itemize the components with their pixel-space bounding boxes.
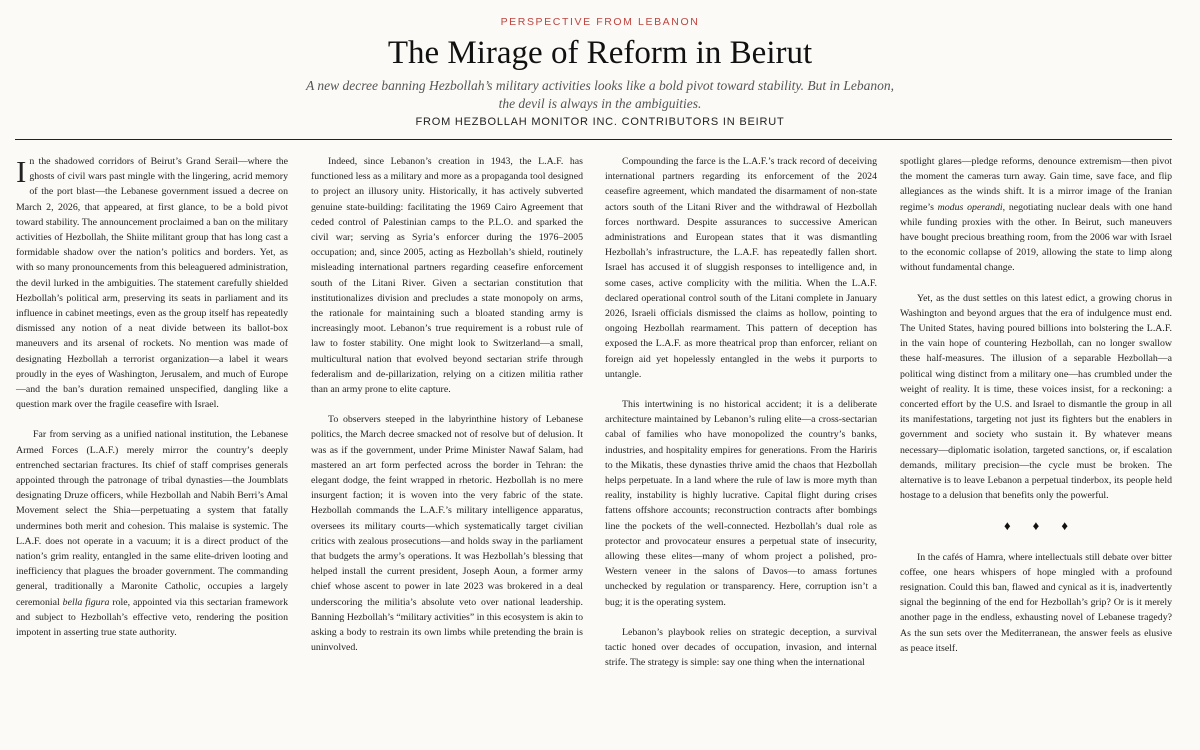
paragraph-3: Indeed, since Lebanon’s creation in 1943, the L.A.F. has functioned less as a military and more as a propaganda tool designed to project an illusory unity. Historically, it has actively subverted genuine state-building: facilitating the 1969 Cairo Agreement that ceded control of Palestinian camps to the P.L.O. and sparked the civil war; serving as Syria’s enforcer during the 1976–2005 occupation; and, since 2005, acting as Hezbollah’s shield, routinely misleading international partners regarding ceasefire enforcement south of the Litani River. Given a sectarian constitution that institutionalizes division and precludes a state monopoly on arms, the rationale for maintaining such a bloated standing army is increasingly moot. Lebanon’s true requirement is a robust rule of law to foster stability. One might look to Switzerland—a small, multicultural nation that evolved beyond sectarian strife through federalism and de-pillarization, relying on a citizen militia rather than an army prone to elite capture. — [311, 156, 583, 396]
section-kicker: PERSPECTIVE FROM LEBANON — [500, 16, 700, 28]
paragraph-9: In the cafés of Hamra, where intellectuals still debate over bitter coffee, one hears whispers of hope mingled with a profound resignation. Could this ban, flawed and cynical as it is, inadvertently signal the beginning of the end for Hezbollah’s grip? Or is it merely another page in the endless, exhausting novel of Lebanese tragedy? As the sun sets over the Mediterranean, the answer feels as elusive as peace itself. — [900, 551, 1172, 654]
paragraph-4: To observers steeped in the labyrinthine history of Lebanese politics, the March decree smacked not of resolve but of delusion. It was as if the government, under Prime Minister Nawaf Salam, had mastered an art form perfected across the border in Tehran: the elegant dodge, the feint wrapped in rhetoric. Hezbollah is no mere insurgent faction; it is woven into the very fabric of the state. Hezbollah commands the L.A.F.’s military intelligence apparatus, oversees its military courts—which systematically target civilian critics with zealous prosecutions—and holds sway in the parliament that budgets the army’s operations. It was Hezbollah’s blessing that helped install the current president, Joseph Aoun, a former army chief whose ascent to power in late 2023 was brokered in a deal underscoring the militia’s absolute veto over national leadership. Banning Hezbollah’s “military activities” in this ecosystem is akin to asking a body to restrain its own limbs while pretending the brain is uninvolved. — [311, 414, 584, 654]
paragraph-7-cont-text-a: spotlight glares—pledge reforms, denounce extremism—then pivot the moment the cameras turn away. Gain time, save face, and flip allegiances as the winds shift. It is a mirror image of the Iranian regime’s — [900, 156, 1172, 213]
paragraph-7-cont-text-b: , negotiating nuclear deals with one hand while funding proxies with the other. In Beirut, such maneuvers have bought precious breathing room, from the 2006 war with Israel to the economic collapse of 2019, allowing the state to limp along without fundamental change. — [900, 201, 1172, 274]
paragraph-1-text: n the shadowed corridors of Beirut’s Grand Serail—where the ghosts of civil wars past mingle with the lingering, acrid memory of the port blast—the Lebanese government issued a decree on March 2, 2026, that appeared, at first glance, to be a bold pivot toward stability. The announcement proclaimed a ban on the military activities of Hezbollah, the Shiite militant group that has long cast a formidable shadow over the nation’s politics and borders. Yet, as with so many pronouncements from this beleaguered administration, the devil lurked in the ambiguities. The statement carefully shielded Hezbollah’s political arm, preserving its seats in parliament and its influence in cabinet meetings, even as the group itself has repeatedly dismissed any notion of a neat divide between its ballot-box maneuvers and its arsenal of rockets. No mention was made of designating Hezbollah a terrorist organization—a label it wears proudly in the eyes of Washington, Jerusalem, and much of Europe—and the ban’s duration remained unspecified, dangling like a question mark over the fragile ceasefire with Israel. — [16, 156, 288, 411]
paragraph-8: Yet, as the dust settles on this latest edict, a growing chorus in Washington and beyond argues that the era of indulgence must end. The United States, having poured billions into bolstering the L.A.F. in the vain hope of countering Hezbollah, can no longer swallow these half-measures. The illusion of a separable Hezbollah—a political wing distinct from a military one—has crumbled under the weight of reality. It is time, these voices insist, for a reckoning: a concerted effort by the U.S. and Israel to dismantle the group in all its manifestations, targeting not just its fighters but the enablers in government and society who sustain it. By whatever means necessary—diplomatic isolation, targeted sanctions, or, if escalation demands, military precision—the cycle must be broken. The alternative is to leave Lebanon a perpetual tinderbox, its people held hostage to a delusion that benefits only the powerful. — [900, 292, 1172, 502]
column-2 — [311, 154, 583, 671]
article-byline: FROM HEZBOLLAH MONITOR INC. CONTRIBUTORS IN BEIRUT — [415, 116, 785, 128]
column-3 — [605, 154, 877, 686]
article-title: The Mirage of Reform in Beirut — [387, 35, 813, 71]
article-subtitle: A new decree banning Hezbollah’s military activities looks like a bold pivot toward stability. But in Lebanon, the devil is always in the ambiguities. — [306, 78, 894, 111]
paragraph-2-text-b: role, appointed via this sectarian framework and subject to Hezbollah’s effective veto, rendering the position impotent in asserting true state authority. — [16, 596, 289, 639]
paragraph-7-emphasis: modus operandi — [937, 201, 1003, 213]
drop-cap: I — [16, 154, 27, 189]
column-1 — [16, 154, 288, 655]
paragraph-5: Compounding the farce is the L.A.F.’s track record of deceiving international partners regarding its enforcement of the 2024 ceasefire agreement, which mandated the disarmament of non-state actors south of the Litani River and the withdrawal of Hezbollah forces northward. Despite assurances to successive American administrations and European states that it was dismantling Hezbollah’s infrastructure, the L.A.F. has repeatedly fallen short. Israel has accused it of sluggish responses to intelligence and, in some cases, active complicity with the militia. When the L.A.F. declared operational control south of the Litani complete in January 2026, Israeli officials dismissed the claims as hollow, pointing to ongoing Hezbollah rearmament. This pattern of deception has exposed the L.A.F. as more theatrical prop than enforcer, reliant on foreign aid yet hopelessly entangled in the webs it purports to untangle. — [605, 156, 877, 380]
paragraph-2-text-a: Far from serving as a unified national institution, the Lebanese Armed Forces (L.A.F.) merely mirror the country’s deeply entrenched sectarian fractures. Its chief of staff comprises generals appointed through the patronage of tribal dynasties—the Joumblats designating Druze officers, while Hezbollah and Nabih Berri’s Amal Movement select the Shia—perpetuating a system that fatally undermines both merit and cohesion. This malaise is systemic. The L.A.F. does not operate in a vacuum; it is a direct product of the nation’s grim reality, entangled in the same elite-driven looting and inefficiency that plagues the broader government. The commanding general, traditionally a Maronite Catholic, occupies a largely ceremonial — [16, 429, 288, 608]
paragraph-7-continued — [900, 154, 1172, 276]
paragraph-6: This intertwining is no historical accident; it is a deliberate architecture maintained by Lebanon’s ruling elite—a cross-sectarian cabal of families who have monopolized the country’s banks, industries, and hospitality empires for generations. From the Hariris to the Mikatis, these dynasties thrive amid the chaos that Hezbollah helps perpetuate. In a land where the rule of law is more myth than reality, instability is highly lucrative. Capital flight during crises fattens offshore accounts; reconstruction contracts after bombings line the pockets of the well-connected. Hezbollah’s dual role as protector and provocateur ensures a perpetual state of insecurity, allowing these elites—many of whom project a polished, pro-Western veneer in the salons of Davos—to amass fortunes unchecked by regulation or transparency. Here, corruption isn’t a bug; it is the operating system. — [605, 399, 877, 608]
paragraph-1 — [16, 154, 288, 412]
paragraph-2 — [16, 427, 288, 640]
section-break-diamonds-icon: ♦♦♦ — [1004, 518, 1090, 534]
paragraph-7: Lebanon’s playbook relies on strategic deception, a survival tactic honed over decades of occupation, invasion, and internal strife. The strategy is simple: say one thing when the international — [605, 626, 877, 669]
column-4 — [900, 154, 1172, 671]
paragraph-2-emphasis: bella figura — [62, 596, 110, 608]
header-divider — [15, 139, 1172, 140]
